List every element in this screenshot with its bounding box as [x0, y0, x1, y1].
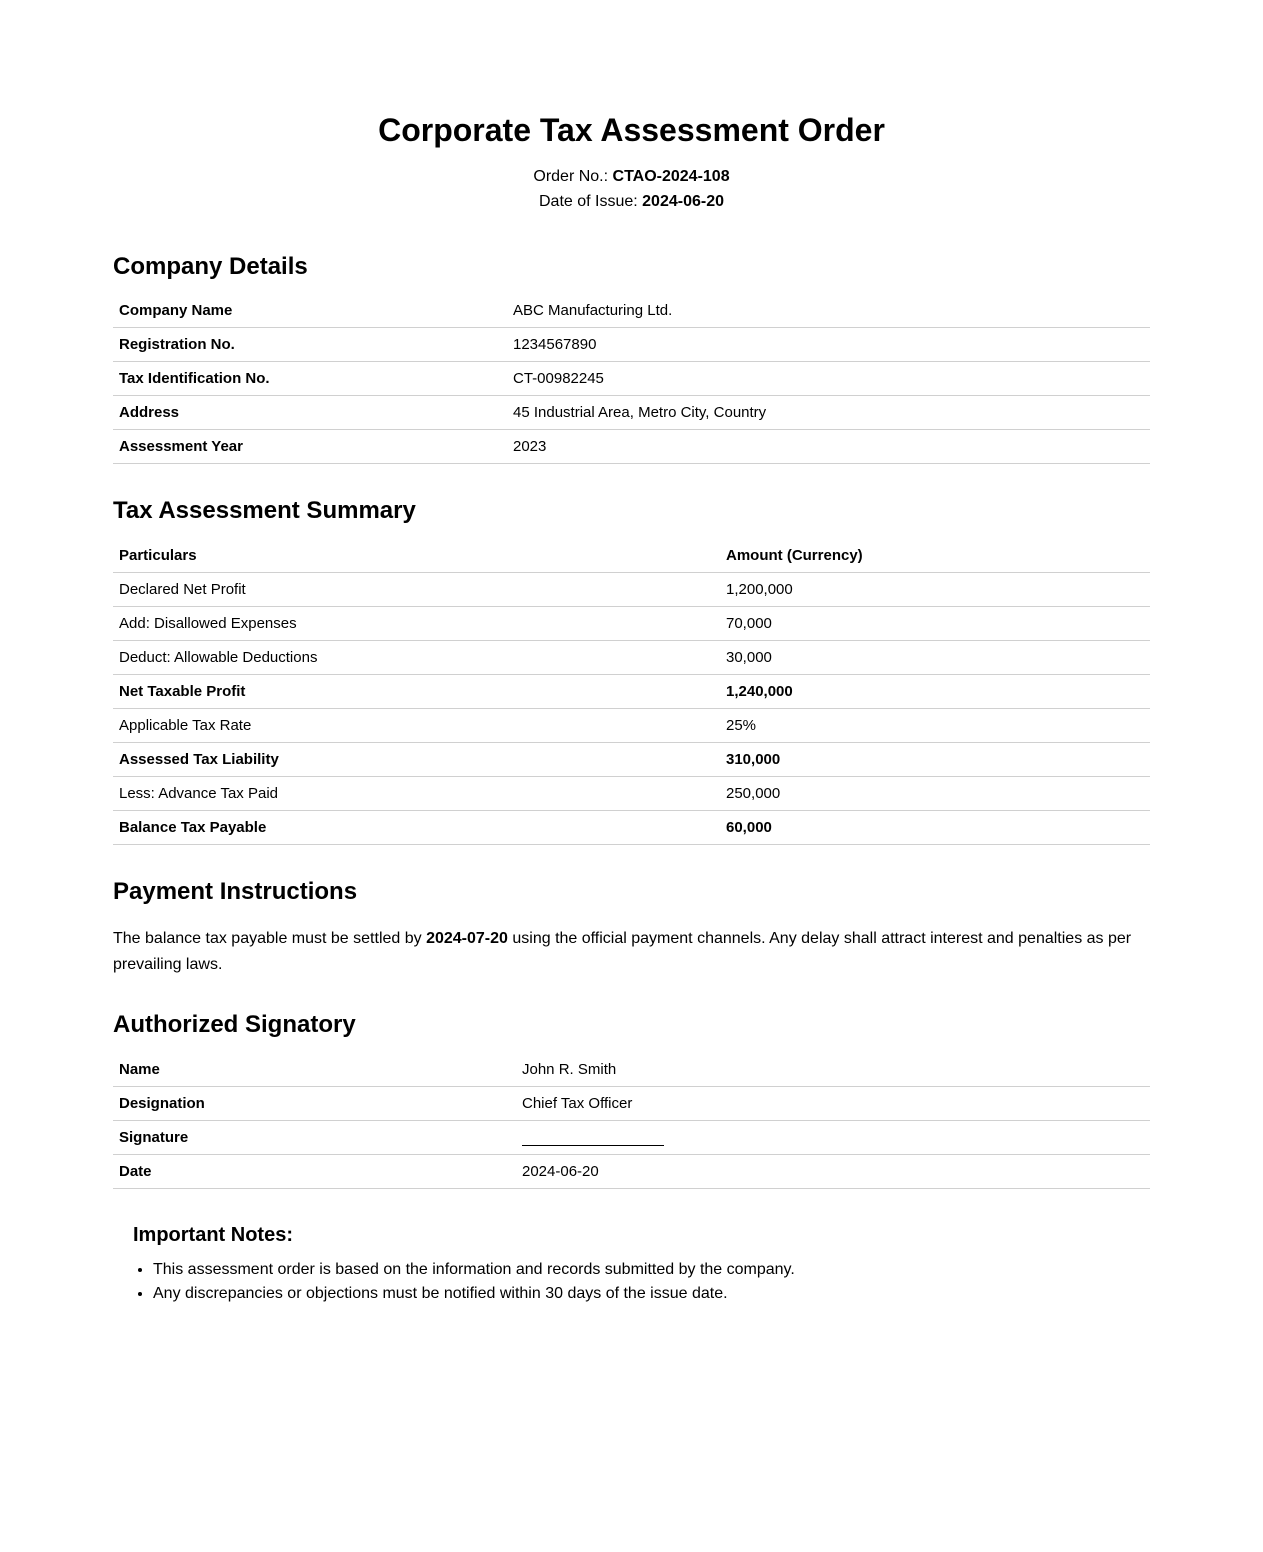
table-row [113, 607, 1150, 641]
row-value: 45 Industrial Area, Metro City, Country [507, 396, 1150, 430]
important-notes-heading: Important Notes: [133, 1224, 293, 1246]
row-label: Name [113, 1053, 516, 1087]
order-number-line [113, 167, 1150, 187]
order-number-label: Order No.: [533, 168, 609, 185]
row-label: Applicable Tax Rate [113, 709, 720, 743]
company-details-table [113, 294, 1150, 464]
table-row [113, 777, 1150, 811]
table-row [113, 709, 1150, 743]
signatory-heading: Authorized Signatory [113, 1011, 356, 1038]
payment-due-date: 2024-07-20 [426, 930, 508, 947]
row-label: Address [113, 396, 507, 430]
row-value: 2023 [507, 430, 1150, 464]
notes-list [133, 1258, 1133, 1305]
column-header-particulars: Particulars [113, 539, 720, 573]
row-label: Less: Advance Tax Paid [113, 777, 720, 811]
tax-summary-heading: Tax Assessment Summary [113, 497, 416, 524]
row-value: ABC Manufacturing Ltd. [507, 294, 1150, 328]
row-value: CT-00982245 [507, 362, 1150, 396]
row-value: 30,000 [720, 641, 1150, 675]
row-label: Deduct: Allowable Deductions [113, 641, 720, 675]
row-label: Assessed Tax Liability [113, 743, 720, 777]
row-value: 250,000 [720, 777, 1150, 811]
issue-date-line [113, 192, 1150, 212]
list-item: • Any discrepancies or objections must be notified within 30 days of the issue date. [153, 1282, 1133, 1305]
signature-line [522, 1131, 664, 1146]
tax-summary-table [113, 539, 1150, 845]
row-value: 25% [720, 709, 1150, 743]
table-row [113, 1155, 1150, 1189]
row-value: Chief Tax Officer [516, 1087, 1150, 1121]
row-label: Assessment Year [113, 430, 507, 464]
row-label: Add: Disallowed Expenses [113, 607, 720, 641]
company-details-heading: Company Details [113, 253, 308, 280]
row-label: Signature [113, 1121, 516, 1155]
table-row [113, 294, 1150, 328]
table-row [113, 1087, 1150, 1121]
list-item: • This assessment order is based on the information and records submitted by the company. [153, 1258, 1133, 1282]
table-row [113, 1121, 1150, 1155]
issue-date-value: 2024-06-20 [642, 193, 724, 210]
row-label: Tax Identification No. [113, 362, 507, 396]
row-value: 1,200,000 [720, 573, 1150, 607]
row-value: 1234567890 [507, 328, 1150, 362]
row-value: 60,000 [720, 811, 1150, 845]
table-row [113, 362, 1150, 396]
table-header-row [113, 539, 1150, 573]
row-label: Net Taxable Profit [113, 675, 720, 709]
table-row [113, 1053, 1150, 1087]
payment-instructions-heading: Payment Instructions [113, 878, 358, 905]
row-label: Company Name [113, 294, 507, 328]
table-row [113, 641, 1150, 675]
payment-instructions-text [113, 926, 1143, 978]
table-row [113, 328, 1150, 362]
row-label: Date [113, 1155, 516, 1189]
row-value: 2024-06-20 [516, 1155, 1150, 1189]
row-label: Balance Tax Payable [113, 811, 720, 845]
row-label: Designation [113, 1087, 516, 1121]
table-row [113, 430, 1150, 464]
payment-text-after: using the official payment channels. Any delay shall attract interest and penalties as per prevailing laws. [113, 930, 1132, 973]
row-label: Registration No. [113, 328, 507, 362]
row-value: John R. Smith [516, 1053, 1150, 1087]
important-notes [133, 1222, 1133, 1305]
row-label: Declared Net Profit [113, 573, 720, 607]
table-row [113, 811, 1150, 845]
table-row [113, 743, 1150, 777]
signatory-table [113, 1053, 1150, 1189]
order-number-value: CTAO-2024-108 [612, 168, 730, 185]
table-row [113, 573, 1150, 607]
row-value: 70,000 [720, 607, 1150, 641]
payment-text-before: The balance tax payable must be settled by [113, 930, 427, 947]
row-value: 310,000 [720, 743, 1150, 777]
issue-date-label: Date of Issue: [538, 193, 638, 210]
table-row [113, 396, 1150, 430]
column-header-amount: Amount (Currency) [720, 539, 1150, 573]
signature-cell [516, 1121, 1150, 1155]
row-value: 1,240,000 [720, 675, 1150, 709]
table-row [113, 675, 1150, 709]
document-title: Corporate Tax Assessment Order [378, 112, 885, 148]
